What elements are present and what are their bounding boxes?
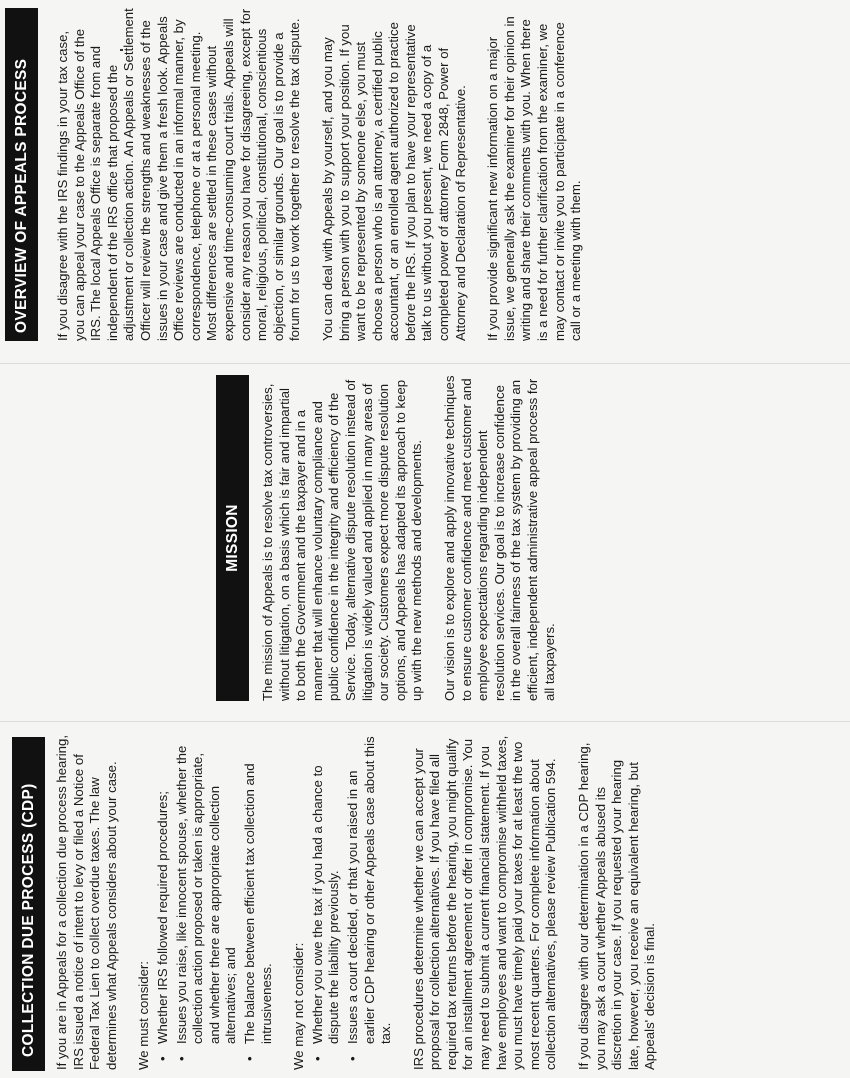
overview-body: [55, 7, 601, 341]
consider-lead: We must consider:: [136, 961, 152, 1070]
section-heading-overview: OVERVIEW OF APPEALS PROCESS: [5, 8, 38, 341]
cdp-procedures: IRS procedures determine whether we can accept your proposal for collection alternatives. If you have filed all required tax returns before the hearing, you might qualify for an installment agreement or offer in compromise. You may need to submit a current financial statement. If you have employees and want to compromise withheld taxes, you must have timely paid your taxes for at least the two most recent quarters. For complete information about collection alternatives, please review Publication 594.: [410, 735, 559, 1070]
panel-collection-due-process: [0, 722, 850, 1078]
list-item: • Whether you owe the tax if you had a chance to dispute the liability previously.: [309, 765, 342, 1061]
overview-paragraph: If you disagree with the IRS findings in your tax case, you can appeal your case to the Appeals Office of the IRS. The local Appeals Office is separate from and independent of the IRS office that proposed the adjustment or collection action. An Appeals or Settlement Officer will review the strengths and weaknesses of the issues in your case and give them a fresh look. Appeals Office reviews are conducted in an informal manner, by correspondence, telephone or at a personal meeting. Most differences are settled in these cases without expensive and time-consuming court trials. Appeals will consider any reason you have for disagreeing, except for moral, religious, political, constitutional, conscientious objection, or similar grounds. Our goal is to provide a forum for us to work together to resolve the tax dispute.: [55, 8, 303, 341]
representation-paragraph: You can deal with Appeals by yourself, and you may bring a person with you to support your position. If you want to be represented by someone else, you must choose a person who is an attorney, a certified public accountant, or an enrolled agent authorized to practice before the IRS. If you plan to have your representative talk to us without you present, we need a copy of a completed power of attorney Form 2848, Power of Attorney and Declaration of Representative.: [319, 22, 468, 341]
cdp-body: [54, 732, 675, 1070]
list-item: • Issues you raise, like innocent spouse, whether the collection action proposed or taken is appropriate, and whether there are appropriate collection alternatives; and: [173, 745, 239, 1061]
bullet-icon: •: [154, 1056, 170, 1061]
section-heading-mission: MISSION: [216, 375, 249, 701]
list-item: • Whether IRS followed required procedures;: [154, 791, 170, 1061]
mission-paragraph: The mission of Appeals is to resolve tax controversies, without litigation, on a basis which is fair and impartial to both the Government and the taxpayer and in a manner that will enhance voluntary compliance and public confidence in the integrity and efficiency of the Service. Today, alternative dispute resolution instead of litigation is widely valued and applied in many areas of our society. Customers expect more dispute resolution options, and Appeals has adapted its approach to keep up with the new methods and developments.: [260, 379, 425, 701]
not-consider-lead: We may not consider:: [291, 942, 307, 1070]
bullet-icon: •: [173, 1056, 189, 1061]
cdp-disagree: If you disagree with our determination in a CDP hearing, you may ask a court whether Appeals abused its discretion in your case. If you requested your hearing late, however, you receive an equivalent hearing, but Appeals' decision is final.: [576, 742, 658, 1070]
bullet-icon: •: [241, 1056, 257, 1061]
new-info-paragraph: If you provide significant new information on a major issue, we generally ask the examiner for their opinion in writing and share their comments with you. When there is a need for further clarification from the examiner, we may contact or invite you to participate in a conference call or a meeting with them.: [485, 16, 584, 341]
mission-body: [260, 375, 574, 701]
consider-list: [155, 732, 275, 1070]
bullet-icon: •: [309, 1056, 325, 1061]
bullet-icon: •: [344, 1056, 360, 1061]
panel-overview: [0, 0, 850, 364]
section-heading-cdp: COLLECTION DUE PROCESS (CDP): [12, 737, 45, 1071]
list-item: • Issues a court decided, or that you raised in an earlier CDP hearing or other Appeals case about this tax.: [344, 736, 394, 1061]
panel-mission: [0, 364, 850, 722]
list-item: • The balance between efficient tax collection and intrusiveness.: [241, 763, 274, 1061]
cdp-intro: If you are in Appeals for a collection due process hearing, IRS issued a notice of intent to levy or filed a Notice of Federal Tax Lien to collect overdue taxes. The law determines what Appeals considers about your case.: [54, 734, 119, 1070]
not-consider-list: [310, 732, 395, 1070]
vision-paragraph: Our vision is to explore and apply innovative techniques to ensure customer confidence and meet customer and employee expectations regarding independent resolution services. Our goal is to increase confidence in the overall fairness of the tax system by providing an efficient, independent administrative appeal process for all taxpayers.: [441, 375, 557, 701]
